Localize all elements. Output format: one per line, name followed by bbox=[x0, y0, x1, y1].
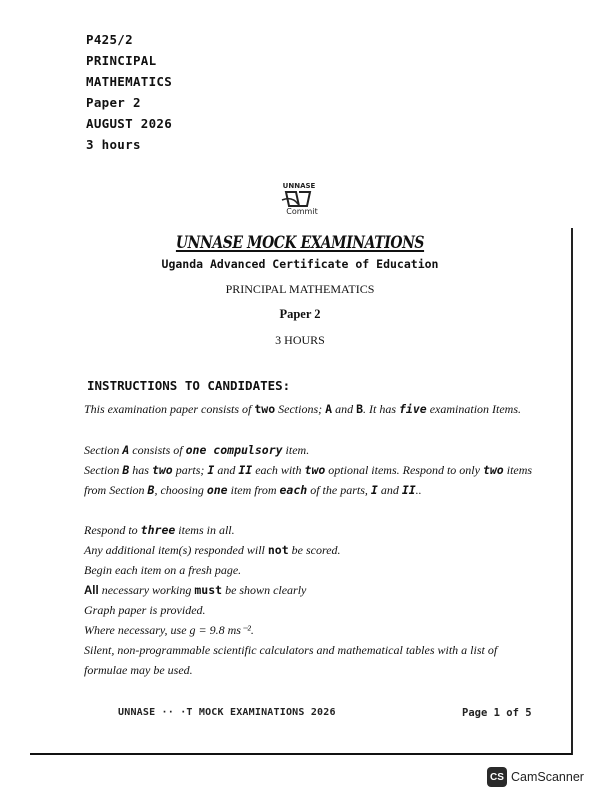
footer-exam-name: UNNASE ·· ·T MOCK EXAMINATIONS 2026 bbox=[118, 707, 336, 718]
instruction-item: Section A consists of one compulsory item. bbox=[84, 443, 310, 457]
exam-paper: Paper 2 bbox=[279, 307, 321, 321]
instruction-item: Begin each item on a fresh page. bbox=[84, 563, 242, 577]
instruction-item: Graph paper is provided. bbox=[84, 603, 206, 617]
camscanner-watermark bbox=[487, 767, 584, 787]
page-border-bottom bbox=[30, 753, 572, 755]
exam-date: AUGUST 2026 bbox=[86, 116, 173, 131]
instruction-item: This examination paper consists of two Sections; A and B. It has five examination Items. bbox=[84, 402, 522, 416]
exam-subtitle: Uganda Advanced Certificate of Education bbox=[161, 257, 439, 271]
subject-line-2: MATHEMATICS bbox=[86, 74, 173, 89]
instruction-item: Respond to three items in all. bbox=[84, 523, 235, 537]
page-number: Page 1 of 5 bbox=[462, 707, 532, 719]
camscanner-icon: CS bbox=[487, 767, 507, 787]
instruction-item: All necessary working must be shown clearly bbox=[84, 583, 307, 597]
paper-code: P425/2 bbox=[86, 32, 133, 47]
exam-title: UNNASE MOCK EXAMINATIONS bbox=[175, 233, 425, 253]
logo-text-top: UNNASE bbox=[282, 182, 316, 190]
page-border-right bbox=[571, 228, 573, 755]
exam-duration: 3 hours bbox=[86, 137, 141, 152]
paper-number: Paper 2 bbox=[86, 95, 141, 110]
unnase-logo bbox=[262, 170, 336, 220]
instruction-item: Section B has two parts; I and II each with two optional items. Respond to only two items from Section B, choosing one item from each of the parts, I and II.. bbox=[84, 463, 533, 497]
camscanner-label: CamScanner bbox=[511, 770, 584, 784]
instructions-heading: INSTRUCTIONS TO CANDIDATES: bbox=[87, 378, 291, 393]
exam-subject: PRINCIPAL MATHEMATICS bbox=[225, 282, 375, 296]
instruction-item: Any additional item(s) responded will not be scored. bbox=[84, 543, 341, 557]
exam-hours: 3 HOURS bbox=[275, 333, 325, 347]
instruction-item: Silent, non-programmable scientific calculators and mathematical tables with a list of formulae may be used. bbox=[84, 643, 498, 677]
subject-line-1: PRINCIPAL bbox=[86, 53, 157, 68]
logo-text-bottom: Commit bbox=[286, 207, 318, 216]
instruction-item: Where necessary, use g = 9.8 ms⁻². bbox=[84, 623, 254, 637]
